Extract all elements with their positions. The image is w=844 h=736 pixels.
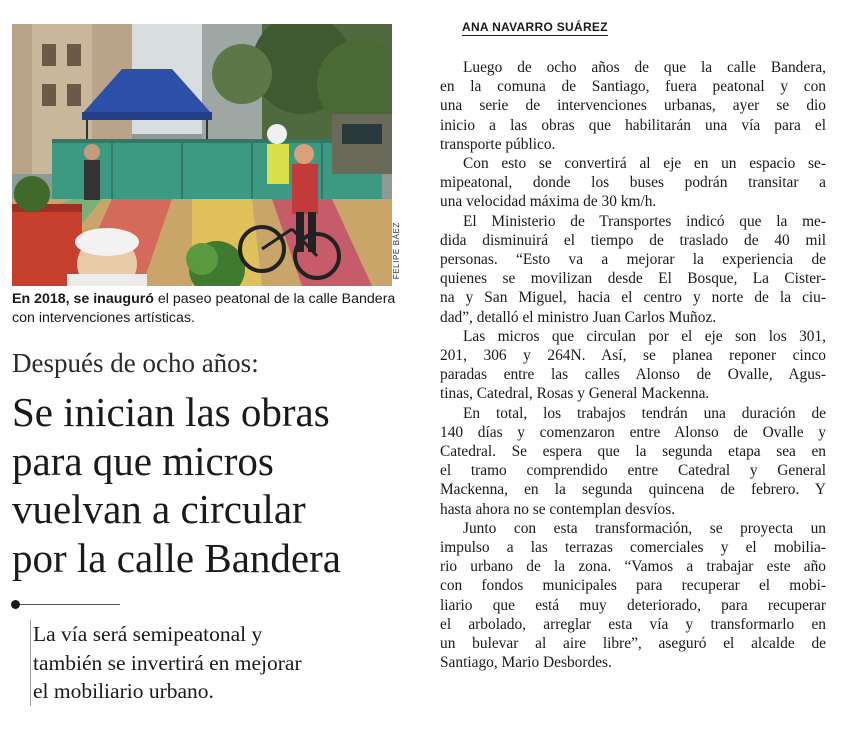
paragraph-line: rio urbano de la zona. “Vamos a trabajar este año	[440, 558, 826, 576]
paragraph-line: Las micros que circulan por el eje son los 301,	[463, 327, 826, 345]
paragraph-line: tinas, Catedral, Rosas y General Mackenna.	[440, 385, 710, 403]
paragraph-line: impulso a las terrazas comerciales y el mobilia-	[440, 539, 826, 557]
paragraph-line: Con esto se convertirá al eje en un espacio se-	[463, 155, 826, 173]
paragraph-line: En total, los trabajos tendrán una duración de	[463, 404, 826, 422]
paragraph-line: quienes se movilizan desde El Bosque, La Cister-	[440, 270, 826, 288]
paragraph-line: Catedral. Se espera que la segunda etapa sea en	[440, 443, 826, 461]
paragraph-line: con fondos municipales para recuperar el mobi-	[440, 577, 826, 595]
divider-dot	[11, 600, 20, 609]
paragraph-line: na y San Miguel, hacia el centro y norte de la ciu-	[440, 289, 826, 307]
paragraph-line: personas. “Esto va a mejorar la experiencia de	[440, 251, 826, 269]
paragraph-line: El Ministerio de Transportes indicó que la me-	[463, 212, 826, 230]
photo-credit: FELIPE BÁEZ	[392, 222, 401, 280]
paragraph-line: Mackenna, en la segunda quincena de febrero. Y	[440, 481, 826, 499]
paragraph-line: mipeatonal, donde los buses podrán transitar a	[440, 174, 826, 192]
headline	[12, 388, 412, 582]
caption-lead: En 2018, se inauguró	[12, 291, 154, 307]
paragraph-line: dad”, detalló el ministro Juan Carlos Muñoz.	[440, 308, 717, 326]
paragraph-line: 140 días y comenzaron entre Alonso de Ovalle y	[440, 423, 826, 441]
paragraph-line: liario que está muy deteriorado, para recuperar	[440, 596, 826, 614]
headline-line: por la calle Bandera	[12, 534, 341, 581]
headline-line: para que micros	[12, 437, 274, 484]
paragraph-line: hasta ahora no se contemplan desvíos.	[440, 500, 676, 518]
paragraph-line: Junto con esta transformación, se proyecta un	[463, 519, 826, 537]
paragraph-line: Luego de ocho años de que la calle Bandera,	[463, 59, 826, 76]
subhead-line: también se invertirá en mejorar	[33, 650, 302, 675]
paragraph-line: transporte público.	[440, 135, 556, 153]
article-paragraph	[440, 212, 826, 327]
paragraph-line: paradas entre las calles Alonso de Ovalle, Agus-	[440, 366, 826, 384]
byline: ANA NAVARRO SUÁREZ	[462, 20, 608, 34]
paragraph-line: en la comuna de Santiago, fuera peatonal y con	[440, 78, 826, 96]
paragraph-line: 201, 306 y 264N. Así, se planea reponer cinco	[440, 347, 826, 365]
subhead-line: el mobiliario urbano.	[33, 679, 214, 703]
divider-line	[16, 604, 120, 605]
article-paragraph	[440, 519, 826, 673]
caption-text: el paseo peatonal de la calle Bandera con intervenciones artísticas.	[12, 291, 396, 326]
paragraph-line: una velocidad máxima de 30 km/h.	[440, 193, 657, 211]
headline-line: Se inician las obras	[12, 389, 330, 435]
article-paragraph	[440, 154, 826, 212]
paragraph-line: el tramo comprendido entre Catedral y General	[440, 462, 826, 480]
paragraph-line: un bulevar al aire libre”, aseguró el alcalde de	[440, 635, 826, 653]
article-paragraph	[440, 404, 826, 519]
paragraph-line: Santiago, Mario Desbordes.	[440, 654, 612, 672]
photo-caption	[12, 290, 400, 328]
headline-line: vuelvan a circular	[12, 486, 306, 532]
subhead	[30, 620, 403, 706]
paragraph-line: una serie de intervenciones urbanas, ayer se dio	[440, 97, 826, 115]
paragraph-line: el arbolado, arreglar esta vía y transformarlo en	[440, 615, 826, 633]
article-paragraph	[440, 58, 826, 154]
subhead-line: La vía será semipeatonal y	[33, 622, 263, 646]
paragraph-line: inicio a las obras que habilitarán una vía para el	[440, 116, 826, 134]
kicker: Después de ocho años:	[12, 348, 259, 378]
article-photo	[12, 24, 392, 286]
paragraph-line: dida disminuirá el tiempo de traslado de 40 mil	[440, 231, 826, 249]
article-paragraph	[440, 327, 826, 404]
article-body	[440, 58, 826, 673]
